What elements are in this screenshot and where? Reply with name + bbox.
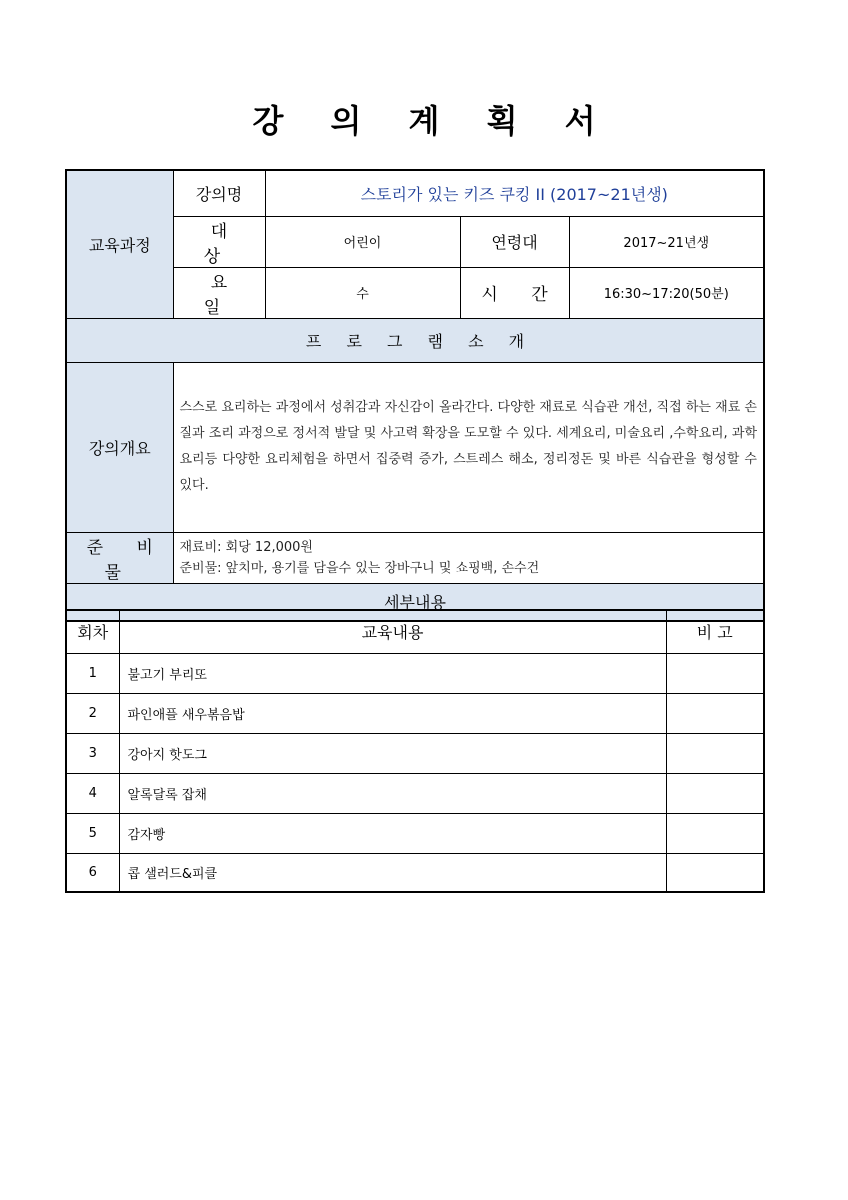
target-value: 어린이	[265, 216, 460, 267]
session-note	[666, 693, 764, 733]
overview-text: 스스로 요리하는 과정에서 성취감과 자신감이 올라간다. 다양한 재료로 식습관 개선, 직접 하는 재료 손질과 조리 과정으로 정서적 발달 및 사고력 확장을 도모할 수 있다. 세계요리, 미술요리 ,수학요리, 과학요리등 다양한 요리체험을 하면서 집중력 증가, 스트레스 해소, 정리정돈 및 바른 식습관을 형성할 수 있다.	[173, 362, 764, 532]
session-content: 불고기 부리또	[119, 653, 666, 693]
document-title: 강 의 계 획 서	[252, 102, 614, 140]
session-number: 2	[66, 693, 119, 733]
table-row	[66, 653, 764, 693]
session-note	[666, 653, 764, 693]
day-value: 수	[265, 267, 460, 318]
session-number: 5	[66, 813, 119, 853]
overview-label: 강의개요	[66, 362, 173, 532]
session-number: 6	[66, 853, 119, 892]
course-info-table	[65, 169, 765, 622]
course-name-label: 강의명	[173, 170, 265, 216]
session-note	[666, 733, 764, 773]
table-row	[66, 813, 764, 853]
session-number: 3	[66, 733, 119, 773]
session-content: 강아지 핫도그	[119, 733, 666, 773]
session-number: 4	[66, 773, 119, 813]
table-row	[66, 853, 764, 892]
session-note	[666, 813, 764, 853]
material-cost: 재료비: 회당 12,000원	[179, 539, 313, 555]
session-note	[666, 853, 764, 892]
header-session: 회차	[66, 610, 119, 653]
age-value: 2017~21년생	[569, 216, 764, 267]
table-row	[66, 733, 764, 773]
details-table	[65, 609, 765, 893]
age-label: 연령대	[460, 216, 569, 267]
session-content: 감자빵	[119, 813, 666, 853]
session-number: 1	[66, 653, 119, 693]
header-content: 교육내용	[119, 610, 666, 653]
course-name-value: 스토리가 있는 키즈 쿠킹 II (2017~21년생)	[265, 170, 764, 216]
session-content: 콥 샐러드&피클	[119, 853, 666, 892]
table-row	[66, 693, 764, 733]
session-note	[666, 773, 764, 813]
details-heading: 세부내용	[66, 583, 764, 621]
header-note: 비 고	[666, 610, 764, 653]
preparation-label: 준 비 물	[66, 532, 173, 583]
course-section-label: 교육과정	[66, 170, 173, 318]
time-label: 시 간	[460, 267, 569, 318]
table-row	[66, 773, 764, 813]
target-label: 대 상	[173, 216, 265, 267]
program-intro-heading: 프 로 그 램 소 개	[66, 318, 764, 362]
session-content: 파인애플 새우볶음밥	[119, 693, 666, 733]
items-to-bring: 준비물: 앞치마, 용기를 담을수 있는 장바구니 및 쇼핑백, 손수건	[179, 560, 540, 576]
time-value: 16:30~17:20(50분)	[569, 267, 764, 318]
day-label: 요 일	[173, 267, 265, 318]
session-content: 알록달록 잡채	[119, 773, 666, 813]
preparation-details	[173, 532, 764, 583]
